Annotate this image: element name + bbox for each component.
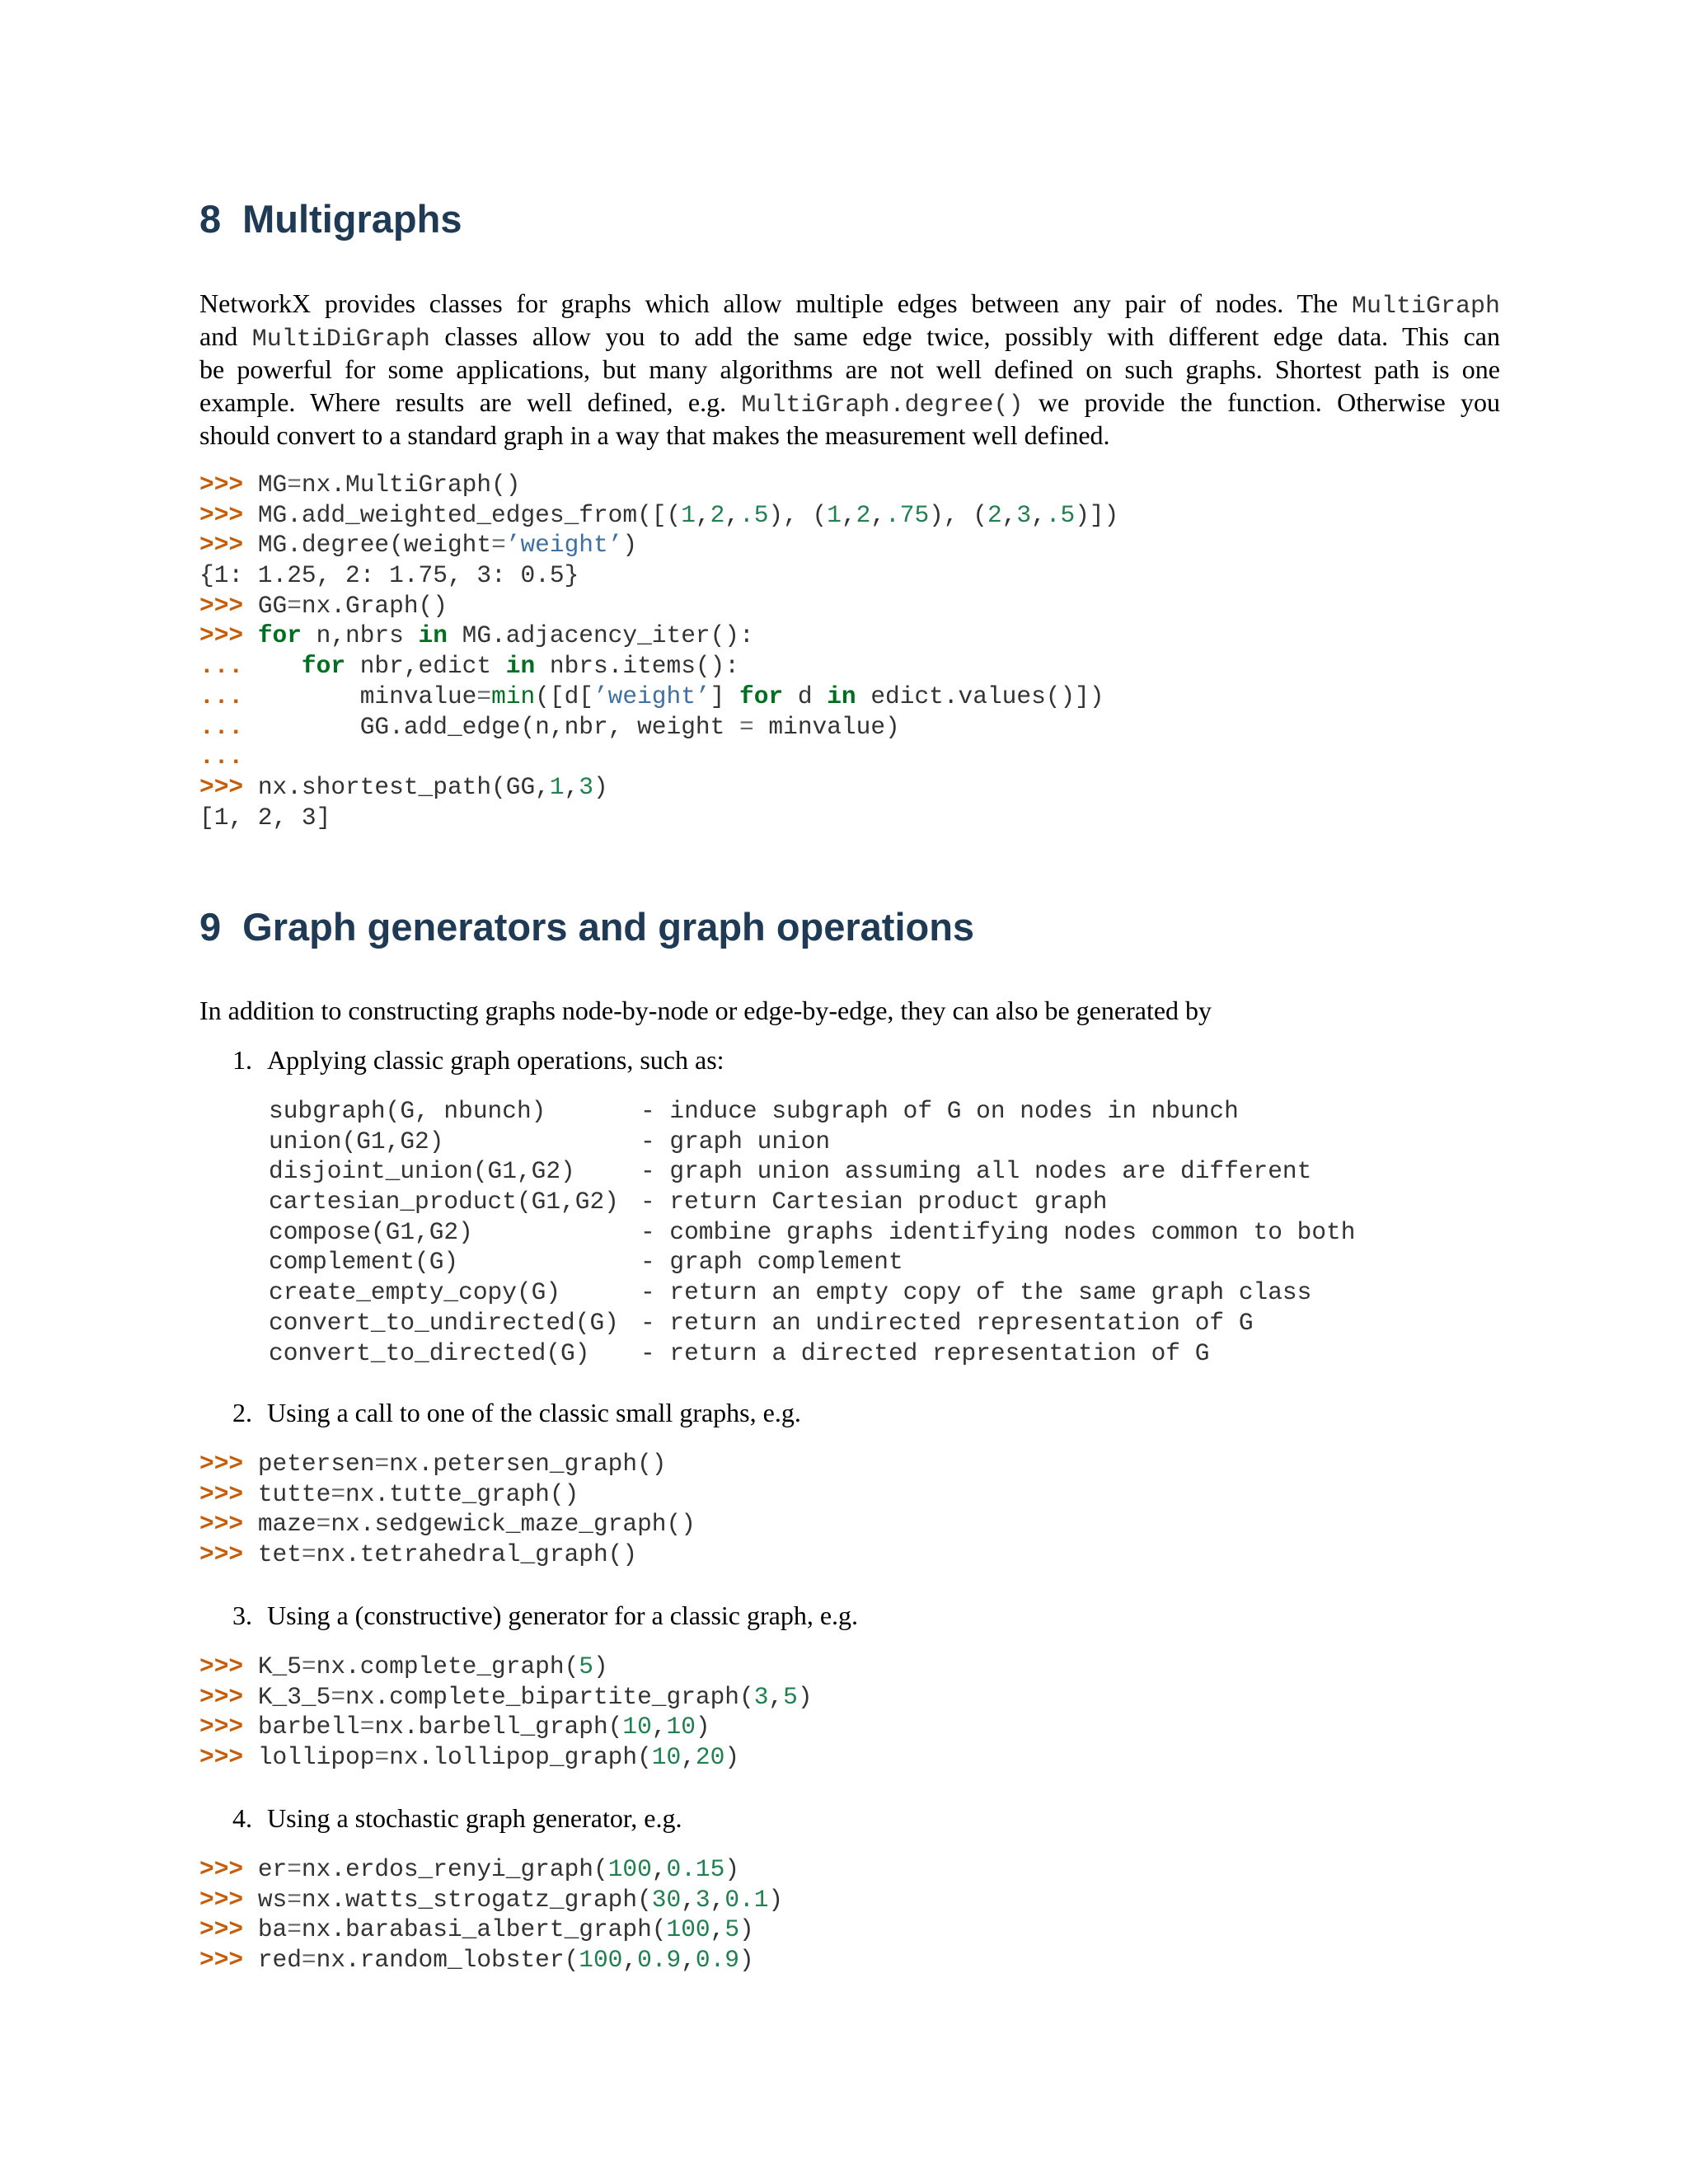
code-token: 3 bbox=[753, 1682, 769, 1711]
code-line: >>> MG=nx.MultiGraph() bbox=[199, 471, 521, 499]
code-prompt: >>> bbox=[199, 1450, 258, 1478]
code-token: 10 bbox=[651, 1743, 682, 1772]
list-item-text: Using a (constructive) generator for a classic graph, e.g. bbox=[267, 1601, 859, 1630]
code-token: .5 bbox=[739, 500, 769, 529]
code-token: = bbox=[287, 1885, 302, 1914]
paragraph-line: and MultiDiGraph classes allow you to add the same edge twice, possibly with different edge data. This can bbox=[199, 321, 1501, 354]
code-line: >>> GG=nx.Graph() bbox=[199, 591, 448, 620]
list-item-text: Applying classic graph operations, such as: bbox=[267, 1045, 724, 1075]
operation-function: union(G1,G2) bbox=[269, 1127, 444, 1155]
code-token: = bbox=[316, 1510, 331, 1539]
code-token: ’weight’ bbox=[593, 682, 710, 710]
code-token: 1 bbox=[681, 500, 696, 529]
code-line: >>> lollipop=nx.lollipop_graph(10,20) bbox=[199, 1743, 740, 1772]
operation-row bbox=[269, 1277, 1355, 1308]
code-token: in bbox=[418, 621, 448, 650]
code-token: = bbox=[301, 1540, 316, 1569]
code-prompt: >>> bbox=[199, 1510, 258, 1539]
code-prompt: >>> bbox=[199, 500, 258, 529]
code-token: 5 bbox=[579, 1652, 593, 1680]
code-token: 0.9 bbox=[637, 1946, 682, 1975]
inline-code: MultiGraph bbox=[1351, 293, 1500, 321]
code-line bbox=[199, 742, 1118, 772]
code-token: = bbox=[359, 1713, 375, 1741]
code-prompt: >>> bbox=[199, 471, 258, 499]
operation-row bbox=[269, 1217, 1355, 1248]
code-token: = bbox=[287, 471, 302, 499]
code-token: 0.15 bbox=[666, 1855, 725, 1883]
operation-row bbox=[269, 1187, 1355, 1217]
code-token: = bbox=[374, 1450, 390, 1478]
code-token: = bbox=[739, 712, 754, 741]
paragraph-line: NetworkX provides classes for graphs which allow multiple edges between any pair of nodes. The MultiGraph bbox=[199, 288, 1500, 321]
operation-row bbox=[269, 1096, 1355, 1127]
list-marker: 3. bbox=[232, 1601, 252, 1630]
operation-description: - graph union bbox=[640, 1127, 831, 1155]
operation-function: subgraph(G, nbunch) bbox=[269, 1097, 546, 1125]
code-token: 5 bbox=[783, 1682, 798, 1711]
code-prompt: >>> bbox=[199, 1682, 258, 1711]
list-marker: 1. bbox=[232, 1045, 252, 1075]
code-line: >>> MG.degree(weight=’weight’) bbox=[199, 531, 638, 560]
code-token: = bbox=[287, 1855, 302, 1883]
code-token: for bbox=[739, 682, 784, 710]
operation-function: cartesian_product(G1,G2) bbox=[269, 1188, 619, 1216]
operation-function: convert_to_undirected(G) bbox=[269, 1308, 619, 1337]
code-line: >>> K_3_5=nx.complete_bipartite_graph(3,5) bbox=[199, 1682, 813, 1711]
code-prompt: >>> bbox=[199, 1885, 258, 1914]
section-title: Multigraphs bbox=[242, 197, 462, 241]
code-line: >>> tutte=nx.tutte_graph() bbox=[199, 1479, 579, 1508]
code-line: >>> K_5=nx.complete_graph(5) bbox=[199, 1652, 608, 1680]
section-9-heading bbox=[199, 902, 974, 952]
code-prompt: ... bbox=[199, 682, 258, 710]
paragraph-line: be powerful for some applications, but many algorithms are not well defined on such graphs. Shortest path is one bbox=[199, 354, 1500, 384]
code-token: 100 bbox=[579, 1946, 623, 1975]
list-marker: 4. bbox=[232, 1803, 252, 1833]
code-prompt: ... bbox=[199, 652, 258, 681]
code-token: 0.1 bbox=[724, 1885, 769, 1914]
code-prompt: >>> bbox=[199, 772, 258, 801]
code-token: = bbox=[491, 531, 506, 560]
code-token: 5 bbox=[724, 1915, 740, 1944]
code-line: >>> nx.shortest_path(GG,1,3) bbox=[199, 772, 608, 801]
multigraph-code-block bbox=[199, 470, 1118, 832]
code-token: = bbox=[301, 1946, 316, 1975]
graph-operations-table bbox=[269, 1096, 1355, 1368]
list-item-text: Using a call to one of the classic small graphs, e.g. bbox=[267, 1398, 801, 1427]
operation-description: - return Cartesian product graph bbox=[640, 1188, 1108, 1216]
code-token: 3 bbox=[1016, 500, 1032, 529]
operation-function: compose(G1,G2) bbox=[269, 1217, 473, 1246]
code-line: >>> ba=nx.barabasi_albert_graph(100,5) bbox=[199, 1915, 754, 1944]
operation-description: - return a directed representation of G bbox=[640, 1338, 1210, 1367]
code-token: 1 bbox=[549, 772, 565, 801]
list-item-1 bbox=[232, 1043, 724, 1076]
code-prompt: >>> bbox=[199, 1652, 258, 1680]
operation-description: - return an empty copy of the same graph class bbox=[640, 1278, 1312, 1307]
code-token: = bbox=[301, 1652, 316, 1680]
section-8-heading bbox=[199, 194, 462, 244]
code-token: = bbox=[374, 1743, 390, 1772]
code-line: [1, 2, 3] bbox=[199, 803, 331, 832]
code-token: 2 bbox=[856, 500, 871, 529]
list-marker: 2. bbox=[232, 1398, 252, 1427]
code-token: 100 bbox=[666, 1915, 710, 1944]
code-token: for bbox=[301, 652, 346, 681]
code-prompt: >>> bbox=[199, 1479, 258, 1508]
operation-row bbox=[269, 1247, 1355, 1277]
paragraph-line: should convert to a standard graph in a way that makes the measurement well defined. bbox=[199, 420, 1110, 450]
code-prompt: >>> bbox=[199, 591, 258, 620]
code-line: {1: 1.25, 2: 1.75, 3: 0.5} bbox=[199, 561, 579, 590]
code-prompt: >>> bbox=[199, 1946, 258, 1975]
code-token: = bbox=[287, 591, 302, 620]
code-line: >>> MG.add_weighted_edges_from([(1,2,.5), (1,2,.75), (2,3,.5)]) bbox=[199, 500, 1119, 529]
small-graphs-code-block bbox=[199, 1449, 696, 1570]
code-token: 30 bbox=[651, 1885, 682, 1914]
code-token: 0.9 bbox=[695, 1946, 740, 1975]
multigraph-paragraph bbox=[199, 287, 1500, 452]
code-token: for bbox=[257, 621, 302, 650]
code-line: >>> maze=nx.sedgewick_maze_graph() bbox=[199, 1510, 696, 1539]
code-token: 10 bbox=[622, 1713, 652, 1741]
list-item-3 bbox=[232, 1599, 858, 1632]
code-line: >>> for n,nbrs in MG.adjacency_iter(): bbox=[199, 621, 754, 650]
operation-function: complement(G) bbox=[269, 1248, 459, 1277]
operation-description: - graph complement bbox=[640, 1248, 903, 1277]
operation-function: disjoint_union(G1,G2) bbox=[269, 1157, 575, 1186]
code-prompt: >>> bbox=[199, 1743, 258, 1772]
code-prompt: ... bbox=[199, 712, 258, 741]
operation-description: - graph union assuming all nodes are different bbox=[640, 1157, 1312, 1186]
code-prompt: >>> bbox=[199, 1713, 258, 1741]
list-item-2 bbox=[232, 1396, 801, 1429]
operation-row bbox=[269, 1338, 1355, 1369]
code-prompt: >>> bbox=[199, 1915, 258, 1944]
code-token: = bbox=[331, 1682, 346, 1711]
code-token: 20 bbox=[695, 1743, 725, 1772]
list-item-text: Using a stochastic graph generator, e.g. bbox=[267, 1803, 682, 1833]
code-line: >>> ws=nx.watts_strogatz_graph(30,3,0.1) bbox=[199, 1885, 784, 1914]
code-line: ... for nbr,edict in nbrs.items(): bbox=[199, 652, 740, 681]
operation-description: - combine graphs identifying nodes common to both bbox=[640, 1217, 1356, 1246]
code-line: ... GG.add_edge(n,nbr, weight = minvalue) bbox=[199, 712, 900, 741]
operation-description: - induce subgraph of G on nodes in nbunch bbox=[640, 1097, 1239, 1125]
code-line: ... minvalue=min([d[’weight’] for d in edict.values()]) bbox=[199, 682, 1104, 710]
code-token: ’weight’ bbox=[505, 531, 623, 560]
code-token: 2 bbox=[710, 500, 725, 529]
generators-intro-paragraph: In addition to constructing graphs node-by-node or edge-by-edge, they can also be generated by bbox=[199, 996, 1212, 1025]
code-token: = bbox=[331, 1479, 346, 1508]
inline-code: MultiGraph.degree() bbox=[741, 391, 1024, 419]
section-number: 9 bbox=[199, 905, 222, 949]
stochastic-generators-code-block bbox=[199, 1854, 783, 1975]
section-title: Graph generators and graph operations bbox=[242, 905, 975, 949]
code-prompt: >>> bbox=[199, 1540, 258, 1569]
operation-function: convert_to_directed(G) bbox=[269, 1338, 590, 1367]
operation-function: create_empty_copy(G) bbox=[269, 1278, 561, 1307]
code-token: = bbox=[476, 682, 492, 710]
code-token: in bbox=[827, 682, 856, 710]
operation-row bbox=[269, 1127, 1355, 1157]
paragraph-line: example. Where results are well defined, e.g. MultiGraph.degree() we provide the function. Otherwise you bbox=[199, 387, 1501, 419]
inline-code: MultiDiGraph bbox=[251, 326, 430, 354]
code-token: 10 bbox=[666, 1713, 696, 1741]
code-token: in bbox=[505, 652, 536, 681]
operation-description: - return an undirected representation of G bbox=[640, 1308, 1254, 1337]
operation-row bbox=[269, 1156, 1355, 1187]
code-prompt: ... bbox=[199, 743, 244, 771]
code-token: 3 bbox=[695, 1885, 710, 1914]
list-item-4 bbox=[232, 1802, 682, 1835]
code-token: 2 bbox=[987, 500, 1002, 529]
section-number: 8 bbox=[199, 197, 222, 241]
code-prompt: >>> bbox=[199, 1855, 258, 1883]
code-token: 100 bbox=[607, 1855, 652, 1883]
code-token: min bbox=[491, 682, 536, 710]
classic-generators-code-block bbox=[199, 1652, 813, 1773]
code-token: .75 bbox=[885, 500, 930, 529]
code-line: >>> tet=nx.tetrahedral_graph() bbox=[199, 1540, 638, 1569]
code-line: >>> barbell=nx.barbell_graph(10,10) bbox=[199, 1713, 710, 1741]
code-line: >>> er=nx.erdos_renyi_graph(100,0.15) bbox=[199, 1855, 740, 1883]
code-token: 3 bbox=[579, 772, 593, 801]
code-prompt: >>> bbox=[199, 621, 258, 650]
code-prompt: >>> bbox=[199, 531, 258, 560]
code-line: >>> red=nx.random_lobster(100,0.9,0.9) bbox=[199, 1946, 754, 1975]
code-token: .5 bbox=[1045, 500, 1076, 529]
code-token: 1 bbox=[827, 500, 842, 529]
code-token: = bbox=[287, 1915, 302, 1944]
code-line: >>> petersen=nx.petersen_graph() bbox=[199, 1450, 667, 1478]
operation-row bbox=[269, 1308, 1355, 1338]
